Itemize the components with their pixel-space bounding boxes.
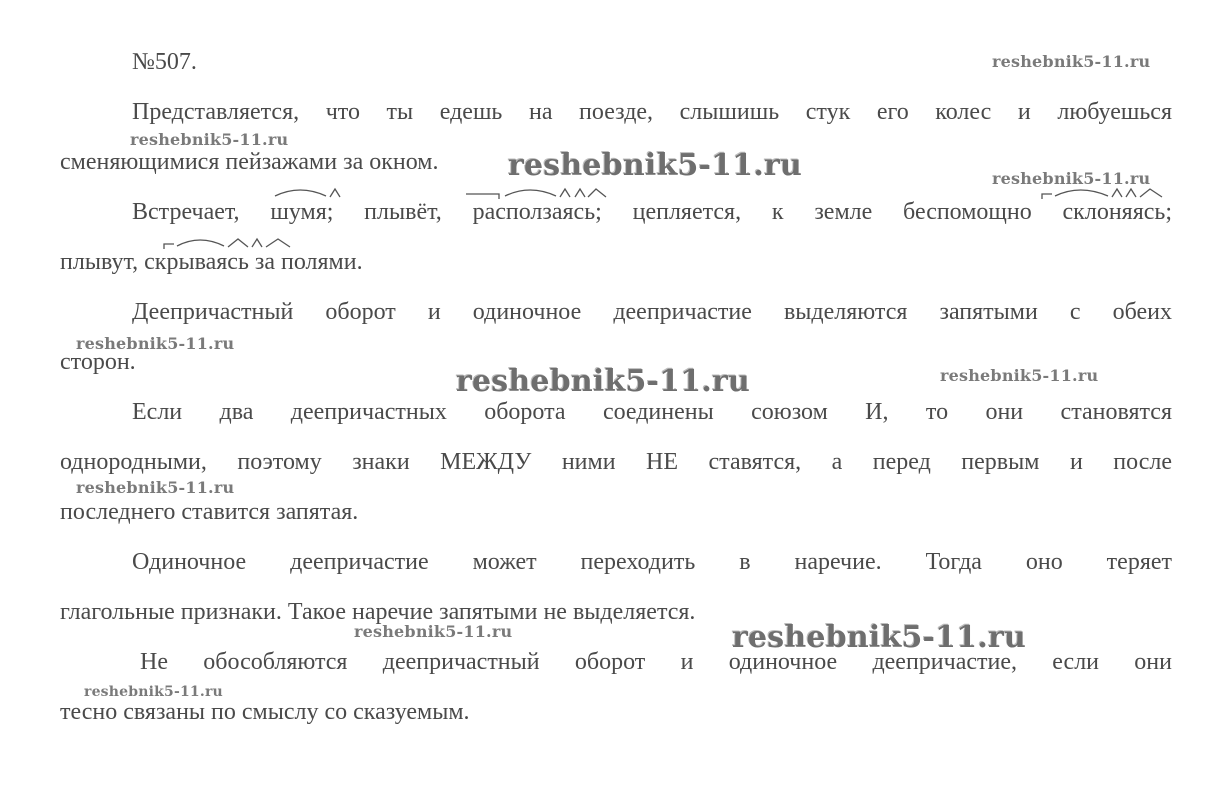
paragraph-3-line-1: Деепричастный оборот и одиночное деепричастие выделяются запятыми с обеих <box>132 299 1172 325</box>
suffix-caret-mark <box>575 189 585 197</box>
paragraph-3-line-2: сторон. <box>60 349 136 375</box>
paragraph-5-line-1: Одиночное деепричастие может переходить в наречие. Тогда оно теряет <box>132 549 1172 575</box>
watermark: reshebnik5-11.ru <box>76 334 235 353</box>
paragraph-6-line-2: тесно связаны по смыслу со сказуемым. <box>60 699 470 725</box>
paragraph-4-line-1: Если два деепричастных оборота соединены союзом И, то они становятся <box>132 399 1172 425</box>
watermark: reshebnik5-11.ru <box>992 169 1151 188</box>
watermark: reshebnik5-11.ru <box>732 620 1026 655</box>
paragraph-2-line-1: Встречает, шумя; плывёт, расползаясь; цепляется, к земле беспомощно склоняясь; <box>132 199 1172 225</box>
watermark: reshebnik5-11.ru <box>992 52 1151 71</box>
paragraph-6-line-1: Не обособляются деепричастный оборот и одиночное деепричастие, если они <box>140 649 1172 675</box>
watermark: reshebnik5-11.ru <box>130 130 289 149</box>
watermark: reshebnik5-11.ru <box>508 148 802 183</box>
root-arc-mark <box>275 190 326 196</box>
ending-arc-mark <box>588 189 606 197</box>
ending-arc-mark <box>266 239 290 247</box>
root-arc-mark <box>505 190 556 196</box>
suffix-caret-mark <box>1112 189 1122 197</box>
watermark: reshebnik5-11.ru <box>354 622 513 641</box>
suffix-caret-mark <box>252 239 262 247</box>
root-arc-mark <box>1055 190 1108 196</box>
paragraph-1-line-1: Представляется, что ты едешь на поезде, слышишь стук его колес и любуешься <box>132 99 1172 125</box>
root-arc-mark <box>177 240 224 246</box>
paragraph-4-line-3: последнего ставится запятая. <box>60 499 359 525</box>
prefix-mark <box>1042 194 1052 199</box>
paragraph-4-line-2: однородными, поэтому знаки МЕЖДУ ними НЕ ставятся, а перед первым и после <box>60 449 1172 475</box>
paragraph-5-line-2: глагольные признаки. Такое наречие запятыми не выделяется. <box>60 599 696 625</box>
watermark: reshebnik5-11.ru <box>84 684 223 700</box>
watermark: reshebnik5-11.ru <box>76 478 235 497</box>
paragraph-1-line-2: сменяющимися пейзажами за окном. <box>60 149 439 175</box>
suffix-caret-mark <box>560 189 570 197</box>
prefix-mark <box>466 194 499 199</box>
prefix-mark <box>164 244 174 249</box>
ending-arc-mark <box>1140 189 1162 197</box>
suffix-caret-mark <box>330 189 340 197</box>
suffix-caret-mark <box>1126 189 1136 197</box>
task-number: №507. <box>132 49 197 75</box>
paragraph-2-line-2: плывут, скрываясь за полями. <box>60 249 363 275</box>
watermark: reshebnik5-11.ru <box>940 366 1099 385</box>
watermark: reshebnik5-11.ru <box>456 364 750 399</box>
suffix-caret-mark <box>228 239 248 247</box>
